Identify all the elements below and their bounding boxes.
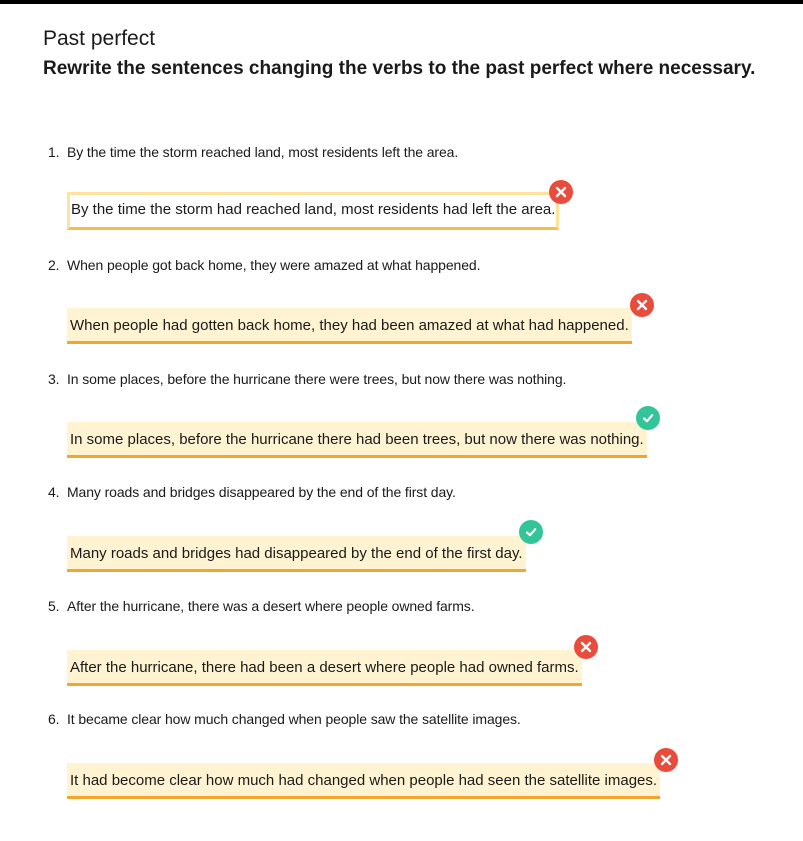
question-prompt	[48, 711, 521, 727]
question-text: It became clear how much changed when people saw the satellite images.	[67, 711, 521, 727]
page-title: Past perfect	[43, 27, 156, 50]
question-text: After the hurricane, there was a desert where people owned farms.	[67, 598, 475, 614]
question-prompt	[48, 598, 475, 614]
close-icon	[630, 293, 654, 317]
close-icon	[574, 635, 598, 659]
question-prompt	[48, 371, 566, 387]
answer-field[interactable]: By the time the storm had reached land, most residents had left the area.	[67, 192, 559, 230]
close-icon	[549, 180, 573, 204]
check-icon	[636, 406, 660, 430]
question-prompt	[48, 257, 480, 273]
check-icon	[519, 520, 543, 544]
question-text: In some places, before the hurricane there were trees, but now there was nothing.	[67, 371, 567, 387]
instructions: Rewrite the sentences changing the verbs to the past perfect where necessary.	[43, 58, 756, 79]
question-prompt	[48, 144, 458, 160]
question-number: 2.	[48, 257, 60, 273]
question-prompt	[48, 484, 456, 500]
question-text: Many roads and bridges disappeared by the end of the first day.	[67, 484, 456, 500]
answer-field[interactable]: When people had gotten back home, they had been amazed at what had happened.	[67, 308, 632, 344]
question-number: 1.	[48, 144, 60, 160]
answer-field[interactable]: After the hurricane, there had been a desert where people had owned farms.	[67, 650, 582, 686]
question-number: 3.	[48, 371, 60, 387]
answer-field[interactable]: In some places, before the hurricane there had been trees, but now there was nothing.	[67, 422, 647, 458]
question-text: By the time the storm reached land, most residents left the area.	[67, 144, 459, 160]
question-number: 5.	[48, 598, 60, 614]
question-number: 6.	[48, 711, 60, 727]
question-text: When people got back home, they were amazed at what happened.	[67, 257, 481, 273]
answer-field[interactable]: It had become clear how much had changed when people had seen the satellite images.	[67, 763, 660, 799]
answer-field[interactable]: Many roads and bridges had disappeared by the end of the first day.	[67, 536, 526, 572]
top-border	[0, 0, 803, 4]
close-icon	[654, 748, 678, 772]
question-number: 4.	[48, 484, 60, 500]
